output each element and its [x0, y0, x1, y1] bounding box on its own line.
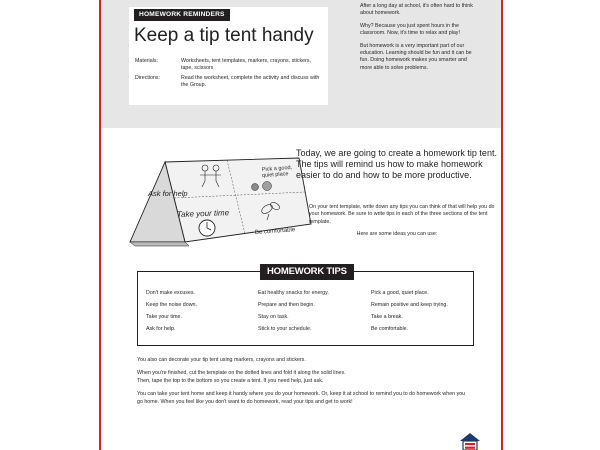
intro-sidebar — [360, 3, 475, 77]
house-logo-icon — [459, 432, 481, 450]
tip-item: Stick to your schedule. — [258, 326, 312, 332]
body-line: When you're finished, cut the template on the dotted lines and fold it along the solid lines. — [137, 370, 346, 377]
tip-item: Eat healthy snacks for energy. — [258, 290, 329, 296]
intro-instructions — [309, 204, 495, 244]
tip-item: Ask for help. — [146, 326, 176, 332]
directions-label: Directions: — [135, 75, 161, 81]
tip-item: Stay on task. — [258, 314, 289, 320]
header-band — [101, 0, 501, 128]
tent-label-ask-for-help: Ask for help — [148, 189, 188, 198]
tips-column-2 — [258, 290, 368, 338]
section-tag: HOMEWORK REMINDERS — [134, 9, 230, 21]
materials-label: Materials: — [135, 58, 158, 64]
clock-icon — [199, 220, 215, 236]
title-card — [129, 7, 328, 105]
tip-item: Don't make excuses. — [146, 290, 195, 296]
tip-item: Pick a good, quiet place. — [371, 290, 429, 296]
homework-tips-box — [137, 266, 474, 346]
body-paragraph: You can take your tent home and keep it handy where you do your homework. Or, keep it at school to remind you to do homework when you go home. When you feel like you don't want to do homework, read your tips and get to work! — [137, 391, 466, 405]
page-title: Keep a tip tent handy — [134, 25, 314, 46]
sidebar-paragraph: But homework is a very important part of our education. Learning should be fun and it can be fun. Doing homework makes you smarter and more able to solve problems. — [360, 42, 472, 71]
tent-label-be-comfortable: Be comfortable — [254, 227, 296, 236]
instructions-paragraph: On your tent template, write down any tips you can think of that will help you do your homework. Be sure to write tips in each of the three sections of the tent template. — [309, 204, 495, 225]
tent-label-take-your-time: Take your time — [176, 208, 230, 219]
body-paragraph: You also can decorate your tip tent using markers, crayons and stickers. — [137, 357, 306, 363]
tent-label-pick-place: Pick a good, — [261, 164, 293, 173]
worksheet-page — [99, 0, 503, 450]
tent-illustration — [127, 156, 312, 248]
sidebar-paragraph: After a long day at school, it's often hard to think about homework. — [360, 3, 473, 17]
tip-item: Be comfortable. — [371, 326, 409, 332]
materials-value: Worksheets, tent templates, markers, crayons, stickers, tape, scissors — [181, 58, 312, 71]
tip-item: Take a break. — [371, 314, 403, 320]
body-line: Then, tape the top to the bottom so you create a tent. If you need help, just ask. — [137, 377, 324, 384]
tips-title: HOMEWORK TIPS — [260, 264, 354, 280]
sidebar-paragraph: Why? Because you just spent hours in the classroom. Now, it's time to relax and play! — [360, 22, 460, 37]
tips-column-1 — [146, 290, 256, 338]
ideas-line: Here are some ideas you can use: — [356, 231, 438, 238]
tent-label-quiet-place: quiet place — [261, 171, 289, 179]
tips-column-3 — [371, 290, 481, 338]
materials-row — [135, 58, 323, 72]
tip-item: Prepare and then begin. — [258, 302, 315, 308]
tip-item: Take your time. — [146, 314, 182, 320]
intro-headline: Today, we are going to create a homework tip tent. The tips will remind us how to make homework easier to do and how to be more productive. — [296, 148, 497, 180]
directions-row — [135, 75, 323, 89]
closing-instructions — [137, 357, 467, 412]
activity-details — [135, 58, 323, 92]
tip-item: Keep the noise down. — [146, 302, 197, 308]
directions-value: Read the worksheet, complete the activity and discuss with the Group. — [181, 75, 320, 88]
tip-item: Remain positive and keep trying. — [371, 302, 448, 308]
body-paragraph — [137, 370, 467, 385]
